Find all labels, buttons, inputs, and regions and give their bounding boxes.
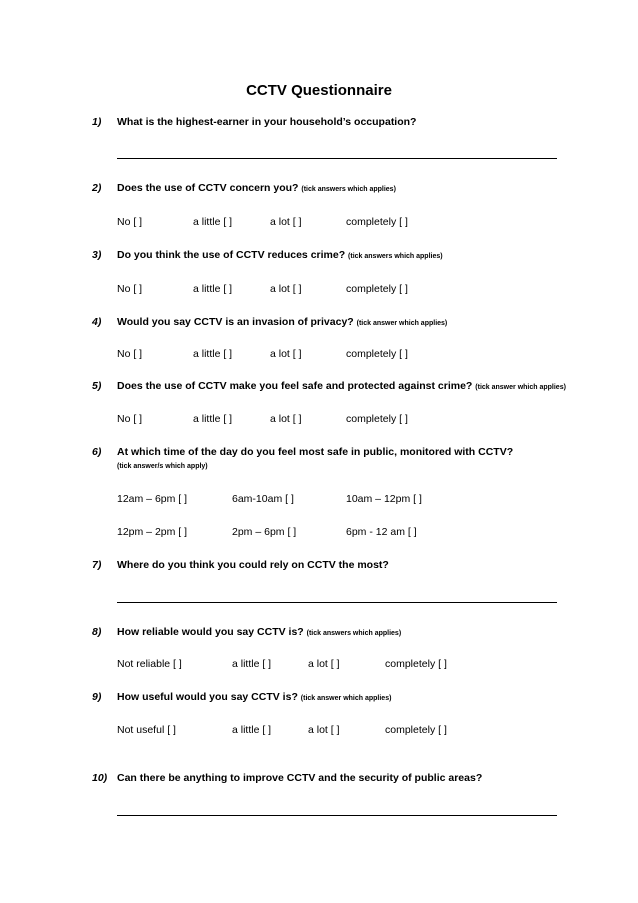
question-1 [92,116,416,128]
question-number: 6) [92,446,102,458]
question-text: At which time of the day do you feel most safe in public, monitored with CCTV? [117,446,514,458]
question-note: (tick answers which applies) [348,253,443,260]
question-text: What is the highest-earner in your household’s occupation? [117,116,417,128]
option-a-lot[interactable]: a lot [ ] [270,216,302,228]
question-note: (tick answer which applies) [475,384,566,391]
option-completely[interactable]: completely [ ] [385,658,447,670]
option-6pm-12am[interactable]: 6pm - 12 am [ ] [346,526,417,538]
question-number: 1) [92,116,102,128]
option-a-little[interactable]: a little [ ] [232,724,272,736]
option-10am-12pm[interactable]: 10am – 12pm [ ] [346,493,422,505]
question-text: Where do you think you could rely on CCTV the most? [117,559,389,571]
question-text: How useful would you say CCTV is? [117,691,298,703]
option-not-useful[interactable]: Not useful [ ] [117,724,176,736]
question-2 [92,182,396,194]
option-a-lot[interactable]: a lot [ ] [308,724,340,736]
question-note: (tick answer/s which apply) [117,463,208,470]
question-8 [92,626,401,638]
question-note: (tick answer which applies) [300,695,392,702]
option-a-lot[interactable]: a lot [ ] [270,283,302,295]
option-a-little[interactable]: a little [ ] [193,283,233,295]
option-a-little[interactable]: a little [ ] [193,216,233,228]
question-note: (tick answers which applies) [306,630,402,637]
option-completely[interactable]: completely [ ] [346,216,408,228]
option-no[interactable]: No [ ] [117,216,143,228]
question-number: 4) [92,316,102,328]
option-completely[interactable]: completely [ ] [346,283,408,295]
question-note: (tick answers which applies) [301,186,396,193]
option-a-little[interactable]: a little [ ] [193,413,233,425]
answer-line-10[interactable] [117,815,557,816]
option-a-little[interactable]: a little [ ] [193,348,233,360]
question-5 [92,380,566,392]
option-not-reliable[interactable]: Not reliable [ ] [117,658,182,670]
option-12am-6pm[interactable]: 12am – 6pm [ ] [117,493,188,505]
option-no[interactable]: No [ ] [117,283,143,295]
question-7 [92,559,389,571]
question-number: 7) [92,559,102,571]
option-2pm-6pm[interactable]: 2pm – 6pm [ ] [232,526,297,538]
question-note: (tick answer which applies) [356,320,448,327]
answer-line-1[interactable] [117,158,557,159]
option-no[interactable]: No [ ] [117,348,143,360]
question-text: Would you say CCTV is an invasion of privacy? [117,316,354,328]
question-number: 5) [92,380,102,392]
question-text: Can there be anything to improve CCTV and the security of public areas? [117,772,483,784]
option-completely[interactable]: completely [ ] [346,413,408,425]
question-number: 8) [92,626,102,638]
question-number: 3) [92,249,102,261]
question-9 [92,691,391,703]
question-number: 9) [92,691,102,703]
option-completely[interactable]: completely [ ] [346,348,408,360]
option-completely[interactable]: completely [ ] [385,724,447,736]
question-text: How reliable would you say CCTV is? [117,626,304,638]
option-6am-10am[interactable]: 6am-10am [ ] [232,493,294,505]
question-number: 10) [92,772,108,784]
option-12pm-2pm[interactable]: 12pm – 2pm [ ] [117,526,188,538]
answer-line-7[interactable] [117,602,557,603]
option-a-lot[interactable]: a lot [ ] [308,658,340,670]
question-6 [92,446,513,458]
question-number: 2) [92,182,102,194]
question-4 [92,316,447,328]
option-a-lot[interactable]: a lot [ ] [270,413,302,425]
question-text: Does the use of CCTV concern you? [117,182,299,194]
page-title: CCTV Questionnaire [246,82,392,99]
question-text: Does the use of CCTV make you feel safe and protected against crime? [117,380,473,392]
option-a-lot[interactable]: a lot [ ] [270,348,302,360]
option-no[interactable]: No [ ] [117,413,143,425]
question-text: Do you think the use of CCTV reduces crime? [117,249,346,261]
option-a-little[interactable]: a little [ ] [232,658,272,670]
question-3 [92,249,443,261]
question-10 [92,772,482,784]
